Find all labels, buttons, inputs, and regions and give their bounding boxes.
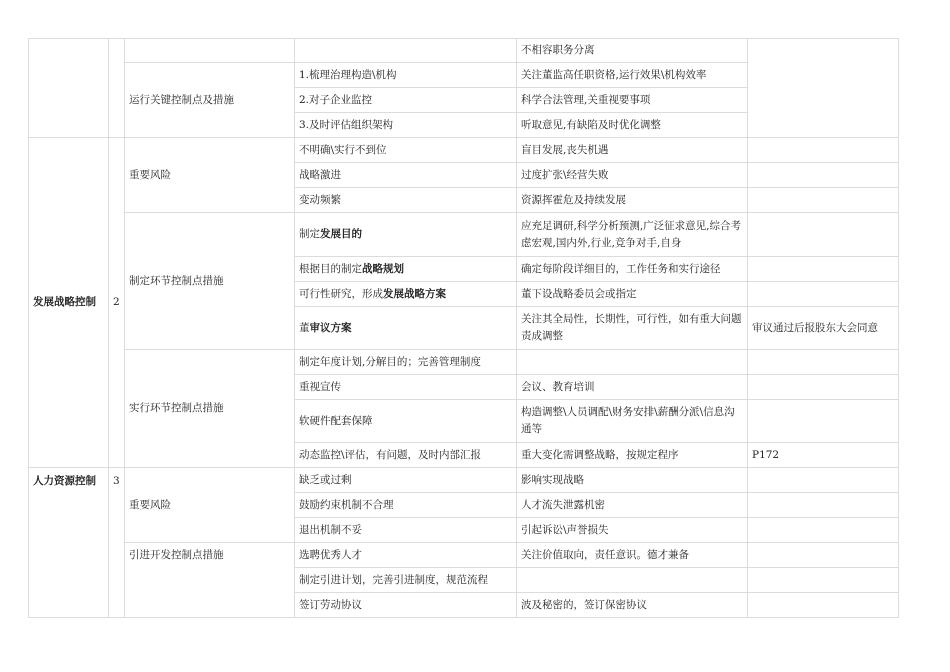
extra-cell: 审议通过后报股东大会同意	[748, 307, 899, 350]
extra-cell	[748, 543, 899, 568]
item-cell	[295, 39, 517, 63]
table-row	[29, 350, 899, 375]
item-emphasis: 发展战略方案	[383, 287, 446, 300]
extra-cell	[748, 593, 899, 618]
item-cell	[295, 307, 517, 350]
number-cell: 2	[109, 138, 125, 468]
extra-cell	[748, 257, 899, 282]
item-cell: 退出机制不妥	[295, 518, 517, 543]
item-cell: 缺乏或过剩	[295, 468, 517, 493]
table-row	[29, 543, 899, 568]
item-cell: 动态监控\评估，有问题，及时内部汇报	[295, 443, 517, 468]
extra-cell: P172	[748, 443, 899, 468]
table-row	[29, 213, 899, 257]
note-cell: 过度扩张\经营失败	[517, 163, 748, 188]
item-cell: 软硬件配套保障	[295, 400, 517, 443]
extra-cell	[748, 282, 899, 307]
item-text: 制定	[299, 228, 320, 240]
note-cell: 应充足调研,科学分析预测,广泛征求意见,综合考虑宏观,国内外,行业,竞争对手,自身	[517, 213, 748, 257]
category-cell	[29, 39, 109, 138]
extra-cell	[748, 138, 899, 163]
item-text: 根据目的制定	[299, 262, 362, 275]
item-cell: 不明确\实行不到位	[295, 138, 517, 163]
item-emphasis: 发展目的	[320, 228, 362, 240]
item-emphasis: 审议方案	[309, 321, 352, 334]
category-cell: 发展战略控制	[29, 138, 109, 468]
table-row	[29, 468, 899, 493]
note-cell	[517, 350, 748, 375]
item-cell	[295, 213, 517, 257]
table-row	[29, 138, 899, 163]
extra-cell	[748, 188, 899, 213]
extra-cell	[748, 375, 899, 400]
note-cell: 听取意见,有缺陷及时优化调整	[517, 113, 748, 138]
subcategory-cell: 运行关键控制点及措施	[125, 63, 295, 138]
note-cell: 科学合法管理,关重视要事项	[517, 88, 748, 113]
table-row	[29, 39, 899, 63]
item-cell: 签订劳动协议	[295, 593, 517, 618]
item-cell: 重视宣传	[295, 375, 517, 400]
note-cell: 人才流失泄露机密	[517, 493, 748, 518]
item-cell	[295, 282, 517, 307]
subcategory-cell: 重要风险	[125, 138, 295, 213]
note-cell: 盲目发展,丧失机遇	[517, 138, 748, 163]
note-cell: 构造调整\人员调配\财务安排\薪酬分派\信息沟通等	[517, 400, 748, 443]
item-text: 董	[299, 321, 310, 334]
note-cell: 资源挥霍危及持续发展	[517, 188, 748, 213]
extra-cell	[748, 213, 899, 257]
item-cell: 制定年度计划,分解目的；完善管理制度	[295, 350, 517, 375]
note-cell: 引起诉讼\声誉损失	[517, 518, 748, 543]
number-cell: 3	[109, 468, 125, 618]
number-cell	[109, 39, 125, 138]
extra-cell	[748, 350, 899, 375]
category-cell: 人力资源控制	[29, 468, 109, 618]
extra-cell	[748, 400, 899, 443]
extra-cell	[748, 518, 899, 543]
note-cell: 关注价值取向，责任意识。德才兼备	[517, 543, 748, 568]
extra-cell	[748, 163, 899, 188]
note-cell: 董下设战略委员会或指定	[517, 282, 748, 307]
item-cell: 鼓励约束机制不合理	[295, 493, 517, 518]
item-text: 可行性研究，形成	[299, 287, 383, 300]
extra-cell	[748, 468, 899, 493]
item-cell: 1.梳理治理构造\机构	[295, 63, 517, 88]
item-cell	[295, 257, 517, 282]
extra-cell	[748, 39, 899, 138]
item-cell: 选聘优秀人才	[295, 543, 517, 568]
control-table	[28, 38, 899, 618]
item-cell: 战略激进	[295, 163, 517, 188]
subcategory-cell: 重要风险	[125, 468, 295, 543]
subcategory-cell: 实行环节控制点措施	[125, 350, 295, 468]
item-cell: 2.对子企业监控	[295, 88, 517, 113]
note-cell: 关注其全局性，长期性，可行性，如有重大问题责成调整	[517, 307, 748, 350]
note-cell: 波及秘密的，签订保密协议	[517, 593, 748, 618]
note-cell: 影响实现战略	[517, 468, 748, 493]
extra-cell	[748, 568, 899, 593]
note-cell	[517, 568, 748, 593]
note-cell: 会议、教育培训	[517, 375, 748, 400]
item-cell: 制定引进计划，完善引进制度，规范流程	[295, 568, 517, 593]
subcategory-cell: 引进开发控制点措施	[125, 543, 295, 618]
note-cell: 关注董监高任职资格,运行效果\机构效率	[517, 63, 748, 88]
note-cell: 重大变化需调整战略，按规定程序	[517, 443, 748, 468]
extra-cell	[748, 493, 899, 518]
item-cell: 3.及时评估组织架构	[295, 113, 517, 138]
note-cell: 不相容职务分离	[517, 39, 748, 63]
subcategory-cell: 制定环节控制点措施	[125, 213, 295, 350]
note-cell: 确定每阶段详细目的，工作任务和实行途径	[517, 257, 748, 282]
item-emphasis: 战略规划	[362, 262, 404, 275]
item-cell: 变动频繁	[295, 188, 517, 213]
subcategory-cell	[125, 39, 295, 63]
